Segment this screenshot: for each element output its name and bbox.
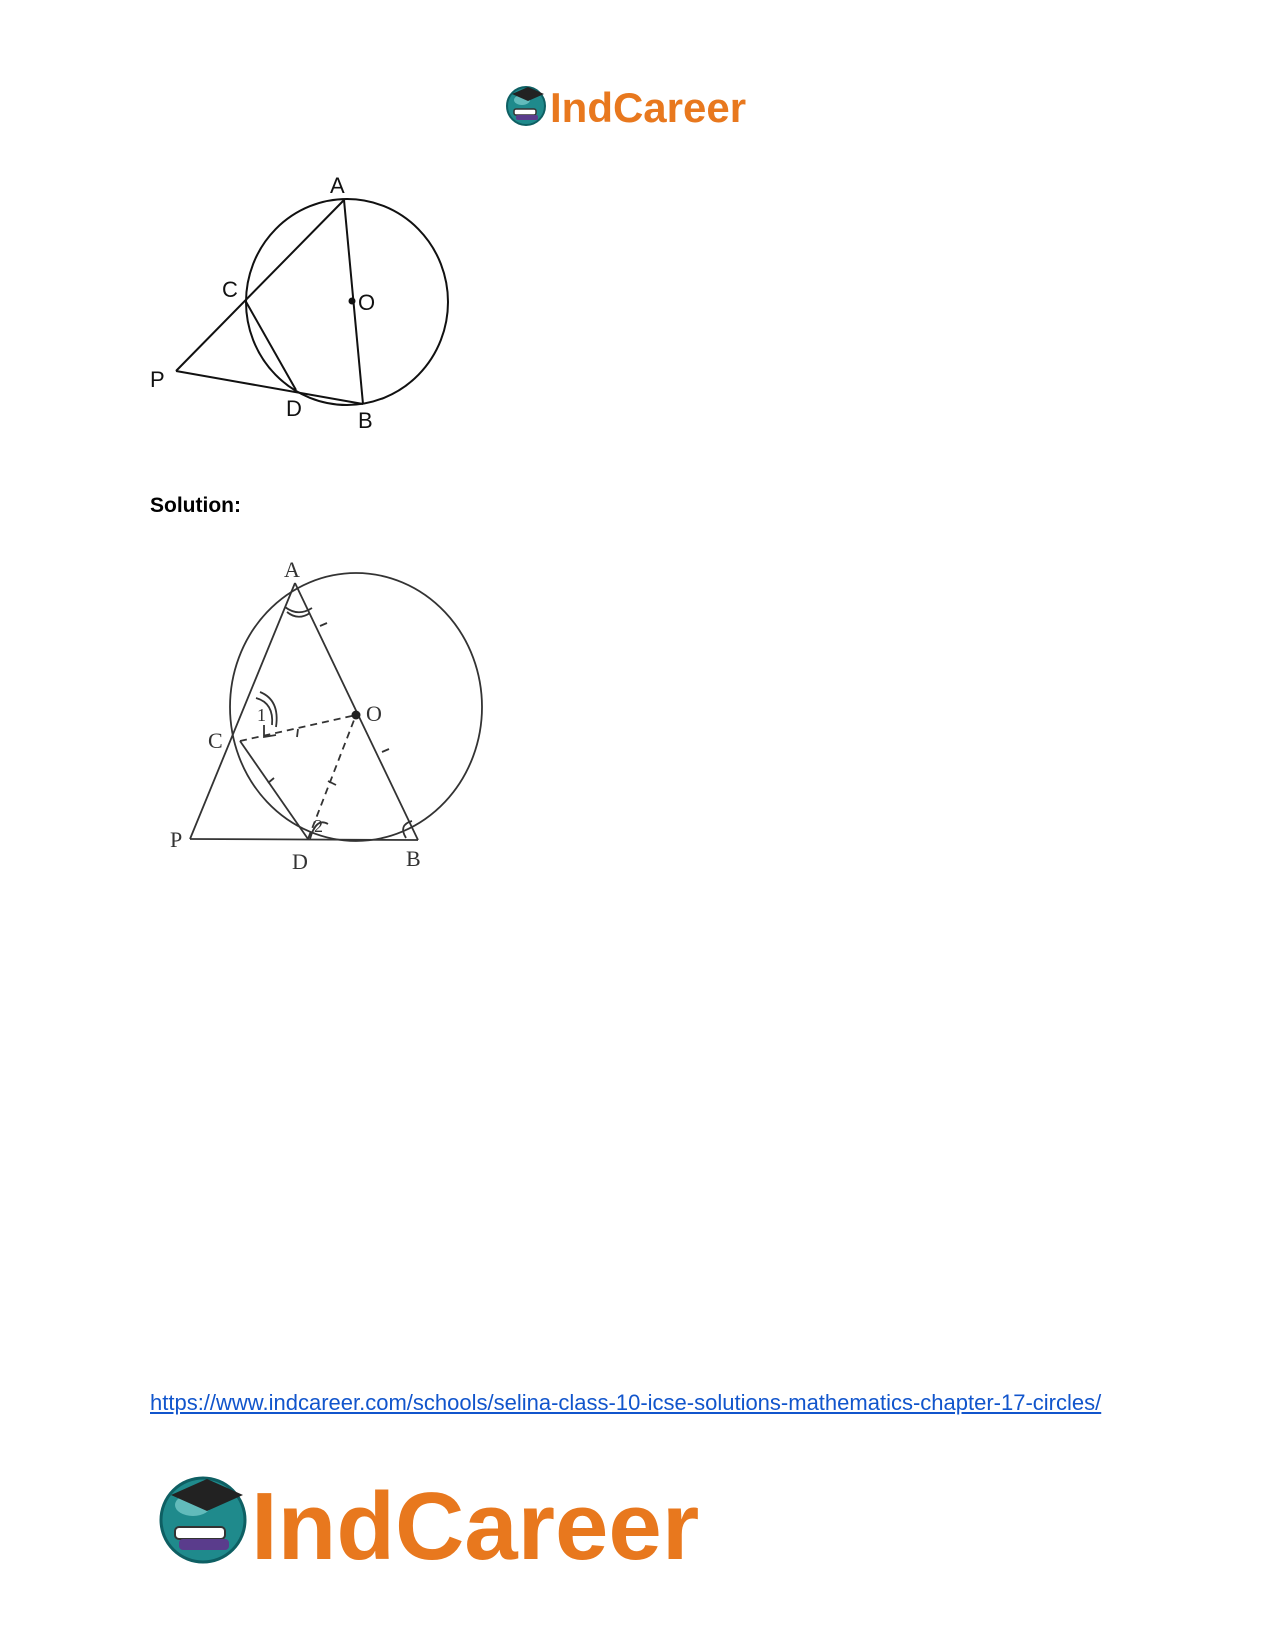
figure1-label-p: P <box>150 367 165 392</box>
figure2-label-o: O <box>366 701 382 726</box>
footer-logo <box>155 1465 715 1575</box>
figure2-label-d: D <box>292 849 308 874</box>
figure1-label-c: C <box>222 277 238 302</box>
figure1-label-b: B <box>358 408 373 433</box>
figure1-label-a: A <box>330 176 345 198</box>
figure2-angle-2-label: 2 <box>314 816 323 836</box>
globe-graduation-icon <box>507 87 545 125</box>
solution-figure <box>160 555 520 890</box>
globe-graduation-icon <box>161 1478 245 1562</box>
figure2-label-c: C <box>208 728 223 753</box>
header-logo <box>504 76 774 136</box>
figure2-label-b: B <box>406 846 421 871</box>
figure2-angle-1-label: 1 <box>257 705 266 725</box>
figure1-label-o: O <box>358 290 376 315</box>
footer-logo-text: IndCareer <box>251 1473 700 1575</box>
header-logo-text: IndCareer <box>550 84 747 131</box>
figure1-center-point <box>349 298 356 305</box>
figure1-label-d: D <box>286 396 302 421</box>
question-figure <box>140 176 500 466</box>
figure2-label-p: P <box>170 827 183 852</box>
source-url-link[interactable]: https://www.indcareer.com/schools/selina-class-10-icse-solutions-mathematics-chapter-17-circles/ <box>150 1390 1102 1415</box>
figure2-center-point <box>352 711 361 720</box>
solution-heading: Solution: <box>150 494 241 517</box>
figure2-label-a: A <box>284 557 300 582</box>
